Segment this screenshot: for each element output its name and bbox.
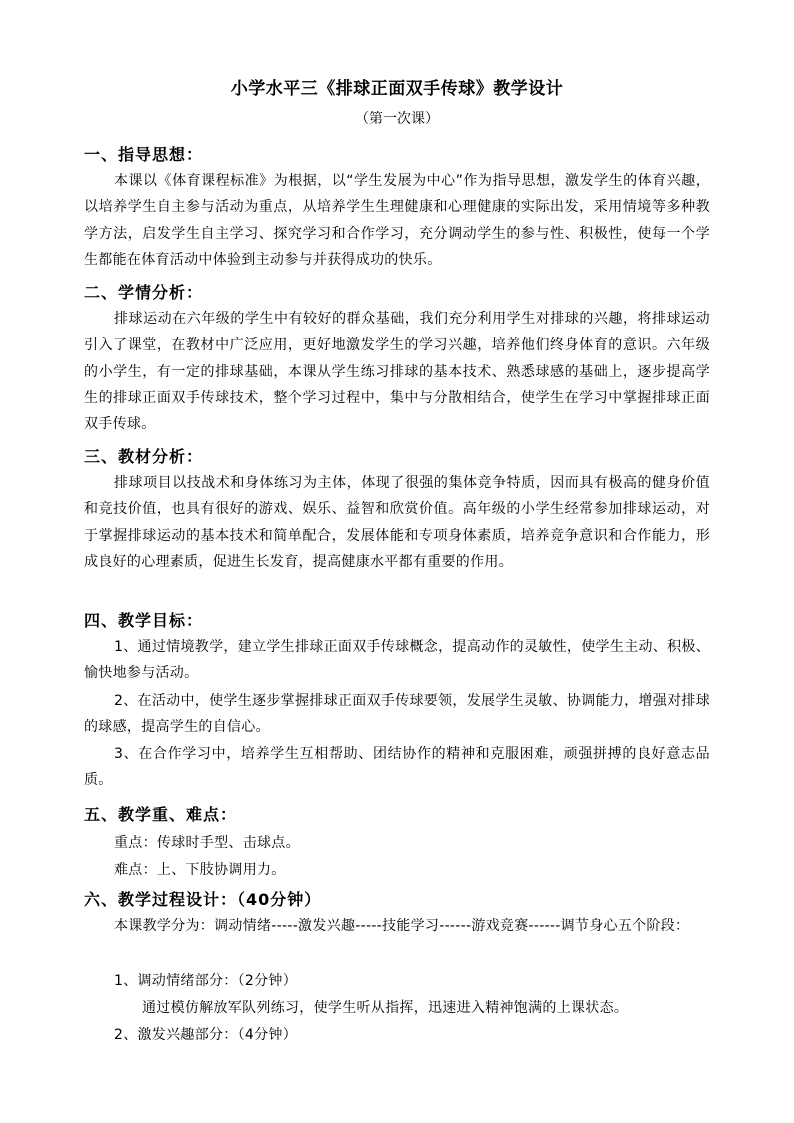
objective-item-1: 1、通过情境教学，建立学生排球正面双手传球概念，提高动作的灵敏性，使学生主动、积极、愉快地参与活动。 (84, 639, 710, 682)
process-step-1-heading: 1、调动情绪部分：（2分钟） (114, 973, 298, 989)
section-heading-teaching-process: 六、教学过程设计：（40分钟） (84, 890, 322, 909)
process-step-1-description: 通过模仿解放军队列练习，使学生听从指挥，迅速进入精神饱满的上课状态。 (142, 1000, 629, 1016)
paragraph-material-analysis: 排球项目以技战术和身体练习为主体，体现了很强的集体竞争特质，因而具有极高的健身价值和竞技价值，也具有很好的游戏、娱乐、益智和欣赏价值。高年级的小学生经常参加排球运动，对于掌握排球运动的基本技术和简单配合，发展体能和专项身体素质，培养竞争意识和合作能力，形成良好的心理素质，促进生长发育，提高健康水平都有重要的作用。 (84, 475, 710, 570)
objective-item-2: 2、在活动中，使学生逐步掌握排球正面双手传球要领，发展学生灵敏、协调能力，增强对排球的球感，提高学生的自信心。 (84, 693, 710, 736)
section-heading-student-analysis: 二、学情分析： (84, 283, 204, 302)
paragraph-teaching-process-intro: 本课教学分为：调动情绪-----激发兴趣-----技能学习------游戏竞赛------调节身心五个阶段： (114, 918, 690, 934)
paragraph-guiding-ideology: 本课以《体育课程标准》为根据，以“学生发展为中心”作为指导思想，激发学生的体育兴趣，以培养学生自主参与活动为重点，从培养学生生理健康和心理健康的实际出发，采用情境等多种教学方法，启发学生自主学习、探究学习和合作学习，充分调动学生的参与性、积极性，使每一个学生都能在体育活动中体验到主动参与并获得成功的快乐。 (84, 173, 710, 268)
document-title: 小学水平三《排球正面双手传球》教学设计 (230, 79, 564, 99)
paragraph-student-analysis: 排球运动在六年级的学生中有较好的群众基础，我们充分利用学生对排球的兴趣，将排球运动引入了课堂，在教材中广泛应用，更好地激发学生的学习兴趣，培养他们终身体育的意识。六年级的小学生，有一定的排球基础，本课从学生练习排球的基本技术、熟悉球感的基础上，逐步提高学生的排球正面双手传球技术，整个学习过程中，集中与分散相结合，使学生在学习中掌握排球正面双手传球。 (84, 311, 710, 433)
objective-item-3: 3、在合作学习中，培养学生互相帮助、团结协作的精神和克服困难，顽强拼搏的良好意志品质。 (84, 746, 710, 789)
difficult-point-line: 难点：上、下肢协调用力。 (114, 862, 286, 878)
section-heading-guiding-ideology: 一、指导思想： (84, 145, 204, 164)
section-heading-key-difficult-points: 五、教学重、难点： (84, 805, 238, 824)
process-step-2-heading: 2、激发兴趣部分：（4分钟） (114, 1027, 298, 1043)
section-heading-teaching-objectives: 四、教学目标： (84, 611, 204, 630)
key-point-line: 重点：传球时手型、击球点。 (114, 835, 300, 851)
document-subtitle: （第一次课） (355, 111, 439, 127)
section-heading-material-analysis: 三、教材分析： (84, 447, 204, 466)
